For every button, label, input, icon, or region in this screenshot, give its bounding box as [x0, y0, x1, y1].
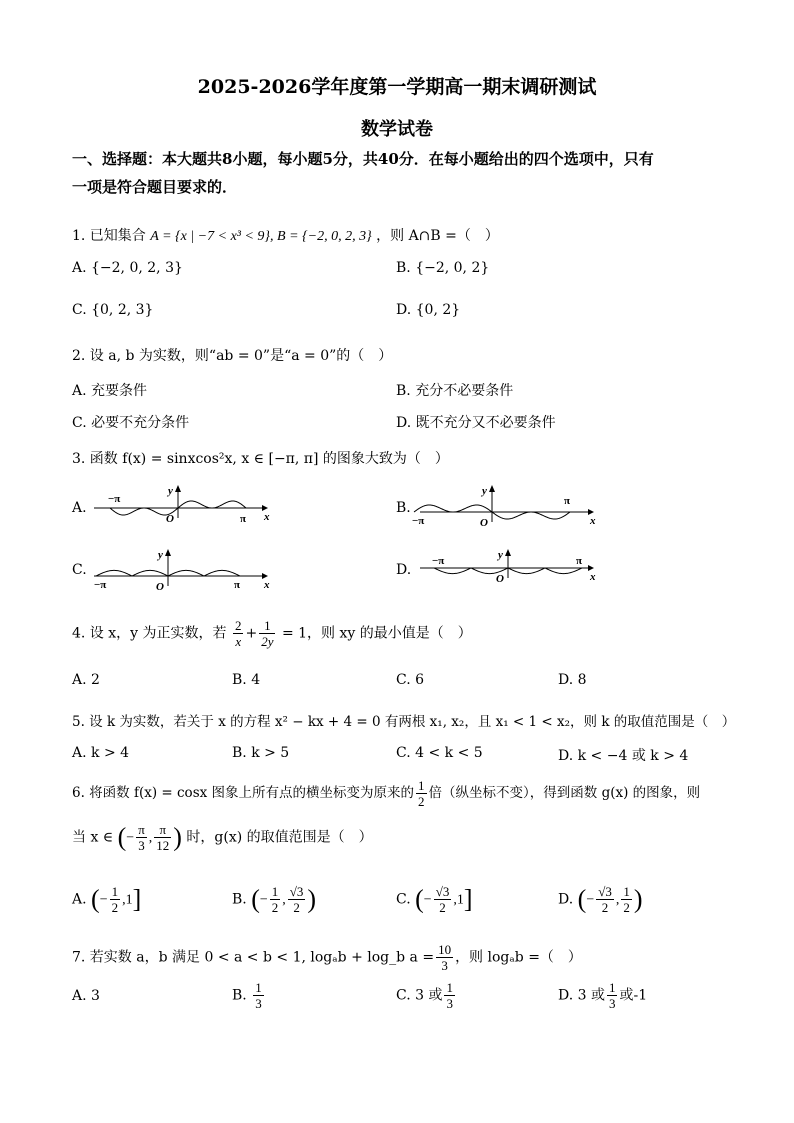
q6-d-open: ( — [577, 884, 587, 914]
origin-label: O — [480, 517, 488, 529]
pi-label: π — [564, 495, 571, 507]
q6-c-frac — [434, 884, 452, 915]
q4-plus: + — [245, 625, 258, 642]
neg-pi-label: −π — [94, 579, 107, 591]
q5-option-d: D. k < −4 或 k > 4 — [558, 748, 689, 764]
pi-label: π — [576, 555, 583, 567]
y-label: y — [482, 485, 487, 497]
q7-c-frac — [444, 980, 455, 1011]
question-2-stem: 2. 设 a, b 为实数，则“ab = 0”是“a = 0”的（ ） — [72, 348, 393, 364]
q6-d-close: ) — [633, 884, 643, 914]
q6-b-num1: 1 — [271, 884, 279, 899]
q6-int-b-num: π — [154, 822, 171, 838]
q6-b-minus: − — [259, 892, 268, 908]
section-heading-line2: 一项是符合题目要求的． — [72, 178, 238, 196]
q1-prefix: 1. 已知集合 — [72, 228, 146, 244]
q3-graph-b — [412, 482, 598, 529]
y-axis-arrow — [165, 549, 171, 556]
q2-option-c: C. 必要不充分条件 — [72, 415, 190, 431]
q3-graph-d — [418, 546, 598, 592]
q6-c-one: 1 — [456, 892, 464, 908]
origin-label: O — [156, 581, 164, 593]
q6-c-minus: − — [423, 892, 432, 908]
q6-d-frac2 — [621, 884, 632, 915]
q6-b-frac2 — [288, 884, 306, 915]
q6-close-paren: ) — [173, 822, 182, 852]
q6-half-num: 1 — [418, 778, 425, 793]
q4-f2-num: 1 — [259, 618, 275, 634]
q6-c-comma: , — [453, 892, 457, 908]
q6-a-one: 1 — [125, 892, 133, 908]
q6-line1-pre: 6. 将函数 f(x) = cosx 图象上所有点的横坐标变为原来的 — [72, 785, 415, 801]
neg-pi-label: −π — [108, 493, 121, 505]
q4-f1-num: 2 — [234, 618, 242, 633]
q6-b-close: ) — [307, 884, 317, 914]
section-heading — [72, 145, 732, 201]
q7-d-pre: D. 3 或 — [558, 987, 605, 1004]
q6-line2-post: 时，g(x) 的取值范围是（ ） — [186, 829, 373, 846]
q6-open-paren: ( — [117, 822, 127, 852]
question-1-stem — [72, 225, 499, 245]
q6-a-num: 1 — [111, 884, 119, 899]
x-label: x — [264, 511, 270, 523]
q1-option-c: C. {0, 2, 3} — [72, 302, 154, 318]
q2-option-b: B. 充分不必要条件 — [396, 383, 514, 399]
origin-label: O — [166, 513, 174, 525]
q1-option-d: D. {0, 2} — [396, 302, 461, 318]
q6-option-d — [558, 884, 643, 915]
q6-int-a-den: 3 — [138, 838, 145, 853]
q7-b-num: 1 — [255, 980, 262, 995]
question-7-stem — [72, 942, 582, 973]
q7-option-b — [232, 980, 266, 1011]
q4-fraction-2 — [259, 618, 275, 649]
q7-d-frac — [607, 980, 618, 1011]
q6-d-den1: 2 — [601, 900, 609, 915]
paper-subtitle: 数学试卷 — [361, 119, 433, 140]
q6-b-den1: 2 — [271, 900, 279, 915]
q7-b-label: B. — [232, 987, 247, 1004]
q7-stem-post: ，则 logₐb =（ ） — [455, 949, 582, 966]
q7-d-num: 1 — [608, 980, 616, 995]
q6-int-b-den: 12 — [156, 838, 170, 853]
y-label: y — [168, 485, 173, 497]
q6-d-comma: , — [615, 892, 620, 908]
q4-fraction-1 — [233, 618, 244, 649]
q3-graph-a — [92, 482, 272, 528]
question-3-stem: 3. 函数 f(x) = sinxcos²x, x ∈ [−π, π] 的图象大致为（ ） — [72, 451, 449, 467]
x-label: x — [590, 515, 596, 527]
question-4-stem — [72, 618, 472, 649]
q6-half-fraction — [416, 778, 427, 809]
q6-a-label: A. — [72, 891, 87, 908]
q7-f-num: 10 — [438, 942, 452, 957]
q6-int-a-num: π — [138, 822, 145, 837]
q7-option-a: A. 3 — [72, 988, 100, 1004]
q6-b-comma: , — [282, 892, 286, 908]
q1-option-a: A. {−2, 0, 2, 3} — [72, 260, 183, 276]
q6-d-den2: 2 — [623, 900, 630, 915]
q6-a-minus: − — [99, 892, 108, 908]
q6-a-frac — [110, 884, 121, 915]
y-axis-arrow — [489, 485, 495, 492]
q7-option-c — [396, 980, 457, 1011]
q4-option-b: B. 4 — [232, 672, 261, 688]
q4-option-a: A. 2 — [72, 672, 100, 688]
question-6-line1 — [72, 778, 700, 809]
q6-c-den: 2 — [439, 900, 446, 915]
q2-option-a: A. 充要条件 — [72, 383, 148, 399]
q3-option-b-label: B. — [396, 500, 411, 516]
pi-label: π — [234, 579, 241, 591]
q6-d-num2: 1 — [623, 884, 630, 899]
q6-comma: , — [148, 830, 153, 846]
q6-b-open: ( — [251, 884, 260, 914]
q6-b-den2: 2 — [293, 900, 300, 915]
y-axis-arrow — [175, 485, 181, 492]
q7-option-d — [558, 980, 647, 1011]
q6-c-num: √3 — [435, 884, 450, 899]
q4-option-d: D. 8 — [558, 672, 587, 688]
q1-sets: A = {x | −7 < x³ < 9}, B = {−2, 0, 2, 3} — [150, 229, 372, 244]
question-5-stem: 5. 设 k 为实数，若关于 x 的方程 x² − kx + 4 = 0 有两根 x₁, x₂，且 x₁ < 1 < x₂，则 k 的取值范围是（ ） — [72, 714, 736, 730]
q6-b-num2: √3 — [289, 884, 304, 899]
q6-d-frac1 — [596, 884, 614, 915]
origin-label: O — [496, 573, 504, 585]
q6-d-label: D. — [558, 891, 574, 908]
q6-a-open: ( — [91, 884, 100, 914]
q6-c-close: ] — [463, 884, 473, 914]
q6-option-b — [232, 884, 316, 915]
q6-c-label: C. — [396, 891, 411, 908]
question-6-line2 — [72, 822, 373, 853]
q6-interval-b — [154, 822, 171, 853]
q6-c-open: ( — [415, 884, 424, 914]
q4-stem-post: = 1，则 xy 的最小值是（ ） — [281, 625, 472, 642]
x-label: x — [264, 579, 270, 591]
q5-option-a: A. k > 4 — [72, 745, 130, 761]
q6-option-a — [72, 884, 141, 915]
q3-option-c-label: C. — [72, 562, 87, 578]
q7-stem-pre: 7. 若实数 a，b 满足 0 < a < b < 1, logₐb + log_b a = — [72, 949, 435, 966]
q4-f1-den: x — [235, 634, 242, 649]
q7-fraction — [436, 942, 453, 973]
q7-b-frac — [253, 980, 264, 1011]
q6-a-den: 2 — [111, 900, 119, 915]
q3-option-d-label: D. — [396, 562, 412, 578]
q7-f-den: 3 — [441, 958, 448, 973]
paper-title: 2025-2026学年度第一学期高一期末调研测试 — [197, 76, 597, 98]
q7-c-den: 3 — [446, 996, 453, 1011]
q6-b-frac1 — [270, 884, 281, 915]
neg-pi-label: −π — [412, 515, 425, 527]
q7-c-pre: C. 3 或 — [396, 987, 443, 1004]
q7-d-den: 3 — [608, 996, 616, 1011]
pi-label: π — [240, 513, 247, 525]
q7-b-den: 3 — [255, 996, 262, 1011]
y-label: y — [158, 549, 163, 561]
q3-option-a-label: A. — [72, 500, 87, 516]
q6-minus: − — [126, 830, 135, 846]
q2-option-d: D. 既不充分又不必要条件 — [396, 415, 556, 431]
q3-graph-c — [92, 546, 272, 592]
q6-interval-a — [136, 822, 147, 853]
q4-stem-pre: 4. 设 x，y 为正实数，若 — [72, 625, 227, 642]
q6-b-label: B. — [232, 891, 247, 908]
q4-option-c: C. 6 — [396, 672, 425, 688]
y-axis-arrow — [505, 549, 511, 556]
q5-option-c: C. 4 < k < 5 — [396, 745, 483, 761]
q6-half-den: 2 — [418, 794, 425, 809]
q4-f2-den: 2y — [261, 634, 274, 649]
section-heading-line1: 一、选择题：本大题共8小题，每小题5分，共40分．在每小题给出的四个选项中，只有 — [72, 150, 654, 168]
q6-line1-post: 倍（纵坐标不变），得到函数 g(x) 的图象，则 — [428, 785, 701, 801]
q6-d-num1: √3 — [598, 884, 612, 899]
y-label: y — [498, 549, 503, 561]
q6-line2-pre: 当 x ∈ — [72, 829, 114, 846]
q7-c-num: 1 — [446, 980, 453, 995]
q7-d-post: 或-1 — [619, 987, 648, 1004]
q6-a-comma: , — [122, 892, 126, 908]
q1-suffix: ，则 A∩B =（ ） — [376, 228, 499, 244]
q1-option-b: B. {−2, 0, 2} — [396, 260, 490, 276]
x-label: x — [590, 571, 596, 583]
q6-a-close: ] — [132, 884, 142, 914]
neg-pi-label: −π — [432, 555, 445, 567]
q6-d-minus: − — [586, 892, 595, 908]
q6-option-c — [396, 884, 473, 915]
q5-option-b: B. k > 5 — [232, 745, 290, 761]
